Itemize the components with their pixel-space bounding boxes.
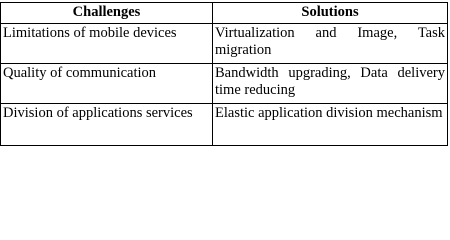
solution-cell: Bandwidth upgrading, Data delivery time reducing xyxy=(213,64,448,104)
table-row xyxy=(1,24,448,64)
solution-cell: Virtualization and Image, Task migration xyxy=(213,24,448,64)
solution-cell: Elastic application division mechanism xyxy=(213,104,448,146)
table-row xyxy=(1,104,448,146)
challenge-cell: Quality of communication xyxy=(1,64,213,104)
challenge-cell: Limitations of mobile devices xyxy=(1,24,213,64)
header-challenges: Challenges xyxy=(1,3,213,24)
header-solutions: Solutions xyxy=(213,3,448,24)
challenges-solutions-table xyxy=(0,2,448,146)
challenge-cell: Division of applications services xyxy=(1,104,213,146)
table-header-row xyxy=(1,3,448,24)
table-row xyxy=(1,64,448,104)
